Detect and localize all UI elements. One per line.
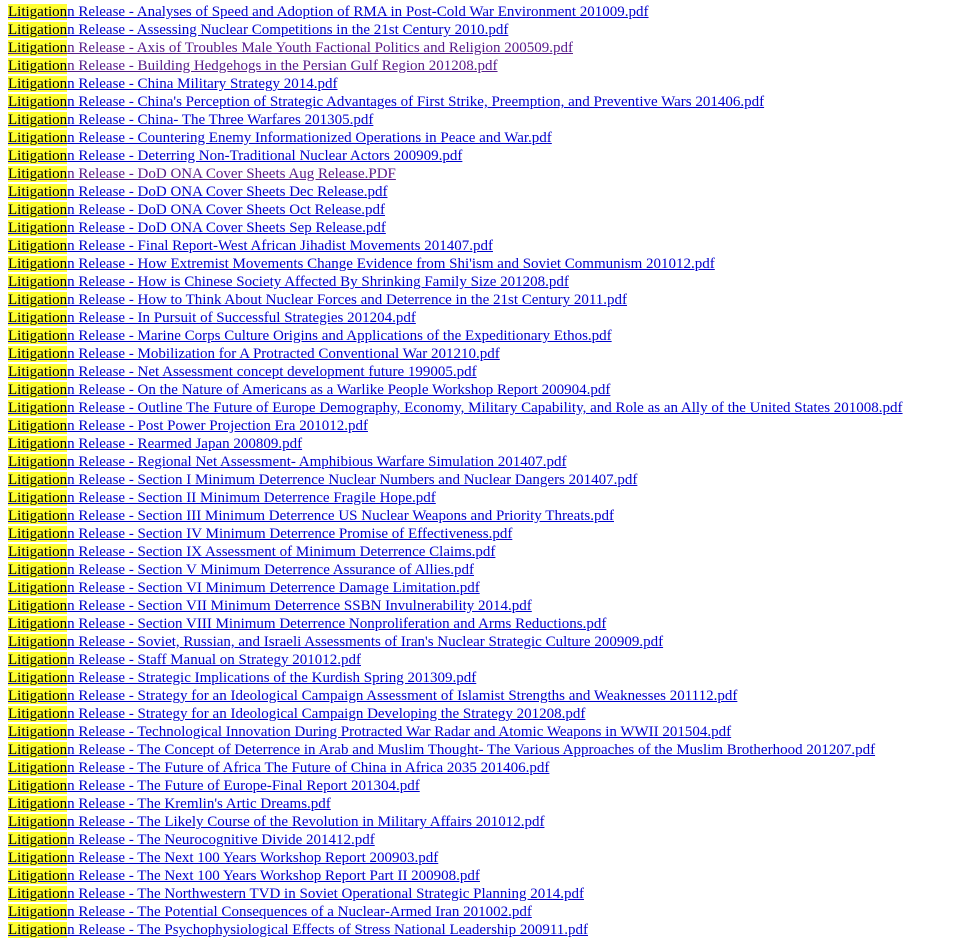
file-link-list — [8, 3, 970, 939]
search-highlight: Litigation — [8, 274, 68, 290]
file-link[interactable] — [8, 922, 588, 938]
file-link-text: n Release - On the Nature of Americans as a Warlike People Workshop Report 200904.pdf — [67, 382, 611, 398]
list-item — [8, 345, 970, 363]
search-highlight: Litigation — [8, 4, 68, 20]
file-link-text: n Release - Marine Corps Culture Origins and Applications of the Expeditionary Ethos.pdf — [67, 328, 612, 344]
file-link-text: n Release - The Likely Course of the Revolution in Military Affairs 201012.pdf — [67, 814, 545, 830]
file-link-text: n Release - Section VI Minimum Deterrence Damage Limitation.pdf — [67, 580, 480, 596]
file-link[interactable] — [8, 274, 569, 290]
list-item — [8, 417, 970, 435]
list-item — [8, 147, 970, 165]
search-highlight: Litigation — [8, 436, 68, 452]
search-highlight: Litigation — [8, 364, 68, 380]
search-highlight: Litigation — [8, 508, 68, 524]
file-link[interactable] — [8, 22, 508, 38]
search-highlight: Litigation — [8, 472, 68, 488]
list-item — [8, 597, 970, 615]
search-highlight: Litigation — [8, 724, 68, 740]
file-link[interactable] — [8, 166, 396, 182]
file-link[interactable] — [8, 310, 416, 326]
list-item — [8, 21, 970, 39]
search-highlight: Litigation — [8, 526, 68, 542]
search-highlight: Litigation — [8, 184, 68, 200]
search-highlight: Litigation — [8, 706, 68, 722]
list-item — [8, 183, 970, 201]
search-highlight: Litigation — [8, 58, 68, 74]
file-link[interactable] — [8, 634, 663, 650]
file-link-text: n Release - Section VIII Minimum Deterrence Nonproliferation and Arms Reductions.pdf — [67, 616, 607, 632]
search-highlight: Litigation — [8, 400, 68, 416]
list-item — [8, 633, 970, 651]
file-link[interactable] — [8, 472, 637, 488]
file-link-text: n Release - Countering Enemy Informationized Operations in Peace and War.pdf — [67, 130, 552, 146]
list-item — [8, 831, 970, 849]
search-highlight: Litigation — [8, 850, 68, 866]
file-link[interactable] — [8, 688, 737, 704]
search-highlight: Litigation — [8, 256, 68, 272]
search-highlight: Litigation — [8, 742, 68, 758]
search-highlight: Litigation — [8, 580, 68, 596]
list-item — [8, 273, 970, 291]
search-highlight: Litigation — [8, 130, 68, 146]
search-highlight: Litigation — [8, 814, 68, 830]
search-highlight: Litigation — [8, 832, 68, 848]
file-link-text: n Release - Assessing Nuclear Competitions in the 21st Century 2010.pdf — [67, 22, 509, 38]
file-link[interactable] — [8, 886, 584, 902]
file-link[interactable] — [8, 328, 612, 344]
list-item — [8, 39, 970, 57]
list-item — [8, 615, 970, 633]
file-link[interactable] — [8, 508, 614, 524]
list-item — [8, 525, 970, 543]
file-link[interactable] — [8, 112, 373, 128]
file-link-text: n Release - The Next 100 Years Workshop Report 200903.pdf — [67, 850, 439, 866]
search-highlight: Litigation — [8, 40, 68, 56]
file-link-text: n Release - Post Power Projection Era 201012.pdf — [67, 418, 368, 434]
list-item — [8, 327, 970, 345]
file-link[interactable] — [8, 202, 385, 218]
file-link[interactable] — [8, 670, 476, 686]
search-highlight: Litigation — [8, 670, 68, 686]
file-link[interactable] — [8, 76, 338, 92]
list-item — [8, 111, 970, 129]
file-link-text: n Release - The Concept of Deterrence in Arab and Muslim Thought- The Various Approaches of the Muslim Brotherhood 201207.pdf — [67, 742, 876, 758]
file-link[interactable] — [8, 544, 495, 560]
list-item — [8, 237, 970, 255]
list-item — [8, 777, 970, 795]
list-item — [8, 849, 970, 867]
search-highlight: Litigation — [8, 94, 68, 110]
file-link-text: n Release - Mobilization for A Protracted Conventional War 201210.pdf — [67, 346, 500, 362]
search-highlight: Litigation — [8, 598, 68, 614]
search-highlight: Litigation — [8, 346, 68, 362]
file-link[interactable] — [8, 94, 764, 110]
list-item — [8, 3, 970, 21]
list-item — [8, 651, 970, 669]
file-link-text: n Release - The Kremlin's Artic Dreams.pdf — [67, 796, 331, 812]
search-highlight: Litigation — [8, 310, 68, 326]
file-link-text: n Release - Soviet, Russian, and Israeli Assessments of Iran's Nuclear Strategic Culture 200909.pdf — [67, 634, 664, 650]
search-highlight: Litigation — [8, 148, 68, 164]
list-item — [8, 165, 970, 183]
list-item — [8, 309, 970, 327]
file-link[interactable] — [8, 814, 544, 830]
file-link-text: n Release - China- The Three Warfares 201305.pdf — [67, 112, 374, 128]
list-item — [8, 129, 970, 147]
file-link[interactable] — [8, 796, 331, 812]
search-highlight: Litigation — [8, 112, 68, 128]
list-item — [8, 471, 970, 489]
file-link-text: n Release - DoD ONA Cover Sheets Sep Release.pdf — [67, 220, 386, 236]
list-item — [8, 435, 970, 453]
file-link-text: n Release - Deterring Non-Traditional Nuclear Actors 200909.pdf — [67, 148, 463, 164]
file-link[interactable] — [8, 454, 566, 470]
list-item — [8, 363, 970, 381]
search-highlight: Litigation — [8, 454, 68, 470]
search-highlight: Litigation — [8, 886, 68, 902]
search-highlight: Litigation — [8, 688, 68, 704]
file-link-text: n Release - Section V Minimum Deterrence Assurance of Allies.pdf — [67, 562, 475, 578]
file-link[interactable] — [8, 724, 731, 740]
search-highlight: Litigation — [8, 418, 68, 434]
file-link-text: n Release - Section I Minimum Deterrence Nuclear Numbers and Nuclear Dangers 201407.pdf — [67, 472, 638, 488]
file-link-text: n Release - Section IV Minimum Deterrence Promise of Effectiveness.pdf — [67, 526, 513, 542]
file-link-text: n Release - Staff Manual on Strategy 201012.pdf — [67, 652, 361, 668]
list-item — [8, 219, 970, 237]
file-link[interactable] — [8, 364, 477, 380]
list-item — [8, 507, 970, 525]
list-item — [8, 903, 970, 921]
file-link[interactable] — [8, 400, 903, 416]
file-link[interactable] — [8, 382, 610, 398]
file-link-text: n Release - The Future of Africa The Future of China in Africa 2035 201406.pdf — [67, 760, 550, 776]
file-link[interactable] — [8, 490, 436, 506]
file-link-text: n Release - The Next 100 Years Workshop Report Part II 200908.pdf — [67, 868, 480, 884]
file-link[interactable] — [8, 130, 552, 146]
file-link[interactable] — [8, 778, 420, 794]
file-link[interactable] — [8, 436, 302, 452]
file-link[interactable] — [8, 580, 480, 596]
file-link[interactable] — [8, 598, 532, 614]
file-link[interactable] — [8, 220, 386, 236]
search-highlight: Litigation — [8, 868, 68, 884]
search-highlight: Litigation — [8, 490, 68, 506]
list-item — [8, 201, 970, 219]
search-highlight: Litigation — [8, 292, 68, 308]
file-link[interactable] — [8, 4, 649, 20]
file-link-text: n Release - Technological Innovation During Protracted War Radar and Atomic Weapons in WWII 201504.pdf — [67, 724, 732, 740]
file-link-text: n Release - DoD ONA Cover Sheets Aug Release.PDF — [67, 166, 396, 182]
file-link[interactable] — [8, 850, 438, 866]
list-item — [8, 921, 970, 939]
list-item — [8, 93, 970, 111]
list-item — [8, 759, 970, 777]
file-link-text: n Release - In Pursuit of Successful Strategies 201204.pdf — [67, 310, 416, 326]
file-link-text: n Release - Rearmed Japan 200809.pdf — [67, 436, 303, 452]
search-highlight: Litigation — [8, 328, 68, 344]
file-link[interactable] — [8, 832, 375, 848]
search-highlight: Litigation — [8, 238, 68, 254]
search-highlight: Litigation — [8, 76, 68, 92]
file-link-text: n Release - How Extremist Movements Change Evidence from Shi'ism and Soviet Communism 201012.pdf — [67, 256, 715, 272]
search-highlight: Litigation — [8, 202, 68, 218]
file-link-text: n Release - Analyses of Speed and Adoption of RMA in Post-Cold War Environment 201009.pdf — [67, 4, 649, 20]
list-item — [8, 489, 970, 507]
file-link[interactable] — [8, 616, 606, 632]
list-item — [8, 813, 970, 831]
search-highlight: Litigation — [8, 634, 68, 650]
list-item — [8, 579, 970, 597]
list-item — [8, 723, 970, 741]
file-link[interactable] — [8, 526, 512, 542]
search-highlight: Litigation — [8, 904, 68, 920]
file-link[interactable] — [8, 256, 715, 272]
search-highlight: Litigation — [8, 760, 68, 776]
file-link-text: n Release - The Future of Europe-Final Report 201304.pdf — [67, 778, 420, 794]
file-link-text: n Release - Section II Minimum Deterrence Fragile Hope.pdf — [67, 490, 436, 506]
list-item — [8, 291, 970, 309]
file-link[interactable] — [8, 58, 498, 74]
search-highlight: Litigation — [8, 796, 68, 812]
file-link[interactable] — [8, 904, 532, 920]
file-link-text: n Release - Section III Minimum Deterrence US Nuclear Weapons and Priority Threats.pdf — [67, 508, 614, 524]
list-item — [8, 885, 970, 903]
file-link[interactable] — [8, 760, 549, 776]
list-item — [8, 453, 970, 471]
search-highlight: Litigation — [8, 616, 68, 632]
file-link-text: n Release - Axis of Troubles Male Youth Factional Politics and Religion 200509.pdf — [67, 40, 573, 56]
list-item — [8, 399, 970, 417]
list-item — [8, 705, 970, 723]
list-item — [8, 669, 970, 687]
file-link[interactable] — [8, 742, 875, 758]
list-item — [8, 561, 970, 579]
file-link[interactable] — [8, 148, 462, 164]
search-highlight: Litigation — [8, 22, 68, 38]
file-link-text: n Release - The Neurocognitive Divide 201412.pdf — [67, 832, 375, 848]
file-link[interactable] — [8, 868, 480, 884]
search-highlight: Litigation — [8, 382, 68, 398]
list-item — [8, 795, 970, 813]
search-highlight: Litigation — [8, 220, 68, 236]
search-highlight: Litigation — [8, 778, 68, 794]
search-highlight: Litigation — [8, 652, 68, 668]
list-item — [8, 867, 970, 885]
list-item — [8, 687, 970, 705]
file-link-text: n Release - The Psychophysiological Effects of Stress National Leadership 200911.pdf — [67, 922, 589, 938]
list-item — [8, 381, 970, 399]
file-link-text: n Release - How is Chinese Society Affected By Shrinking Family Size 201208.pdf — [67, 274, 569, 290]
search-highlight: Litigation — [8, 544, 68, 560]
file-link-text: n Release - Building Hedgehogs in the Persian Gulf Region 201208.pdf — [67, 58, 498, 74]
search-highlight: Litigation — [8, 562, 68, 578]
file-link[interactable] — [8, 706, 585, 722]
search-highlight: Litigation — [8, 922, 68, 938]
file-link[interactable] — [8, 418, 368, 434]
file-link-text: n Release - Final Report-West African Jihadist Movements 201407.pdf — [67, 238, 493, 254]
file-link[interactable] — [8, 562, 474, 578]
file-link[interactable] — [8, 652, 361, 668]
list-item — [8, 57, 970, 75]
list-item — [8, 75, 970, 93]
file-link[interactable] — [8, 40, 573, 56]
file-link-text: n Release - Net Assessment concept development future 199005.pdf — [67, 364, 477, 380]
file-link-text: n Release - China's Perception of Strategic Advantages of First Strike, Preemption, and Preventive Wars 201406.pdf — [67, 94, 765, 110]
file-link-text: n Release - Section IX Assessment of Minimum Deterrence Claims.pdf — [67, 544, 496, 560]
file-link-text: n Release - The Northwestern TVD in Soviet Operational Strategic Planning 2014.pdf — [67, 886, 585, 902]
file-link-text: n Release - The Potential Consequences of a Nuclear-Armed Iran 201002.pdf — [67, 904, 532, 920]
file-link-text: n Release - Strategy for an Ideological Campaign Assessment of Islamist Strengths and Weaknesses 201112.pdf — [67, 688, 738, 704]
file-link[interactable] — [8, 346, 500, 362]
file-link-text: n Release - Regional Net Assessment- Amphibious Warfare Simulation 201407.pdf — [67, 454, 567, 470]
file-link-text: n Release - DoD ONA Cover Sheets Oct Release.pdf — [67, 202, 386, 218]
file-link-text: n Release - Outline The Future of Europe Demography, Economy, Military Capability, and Role as an Ally of the United States 201008.pdf — [67, 400, 903, 416]
search-highlight: Litigation — [8, 166, 68, 182]
file-link[interactable] — [8, 292, 627, 308]
file-link-text: n Release - Section VII Minimum Deterrence SSBN Invulnerability 2014.pdf — [67, 598, 532, 614]
list-item — [8, 741, 970, 759]
list-item — [8, 543, 970, 561]
file-link[interactable] — [8, 184, 388, 200]
file-link-text: n Release - China Military Strategy 2014.pdf — [67, 76, 338, 92]
file-link-text: n Release - How to Think About Nuclear Forces and Deterrence in the 21st Century 2011.pdf — [67, 292, 628, 308]
file-link[interactable] — [8, 238, 493, 254]
file-link-text: n Release - Strategy for an Ideological Campaign Developing the Strategy 201208.pdf — [67, 706, 586, 722]
list-item — [8, 255, 970, 273]
file-link-text: n Release - DoD ONA Cover Sheets Dec Release.pdf — [67, 184, 388, 200]
file-link-text: n Release - Strategic Implications of the Kurdish Spring 201309.pdf — [67, 670, 477, 686]
